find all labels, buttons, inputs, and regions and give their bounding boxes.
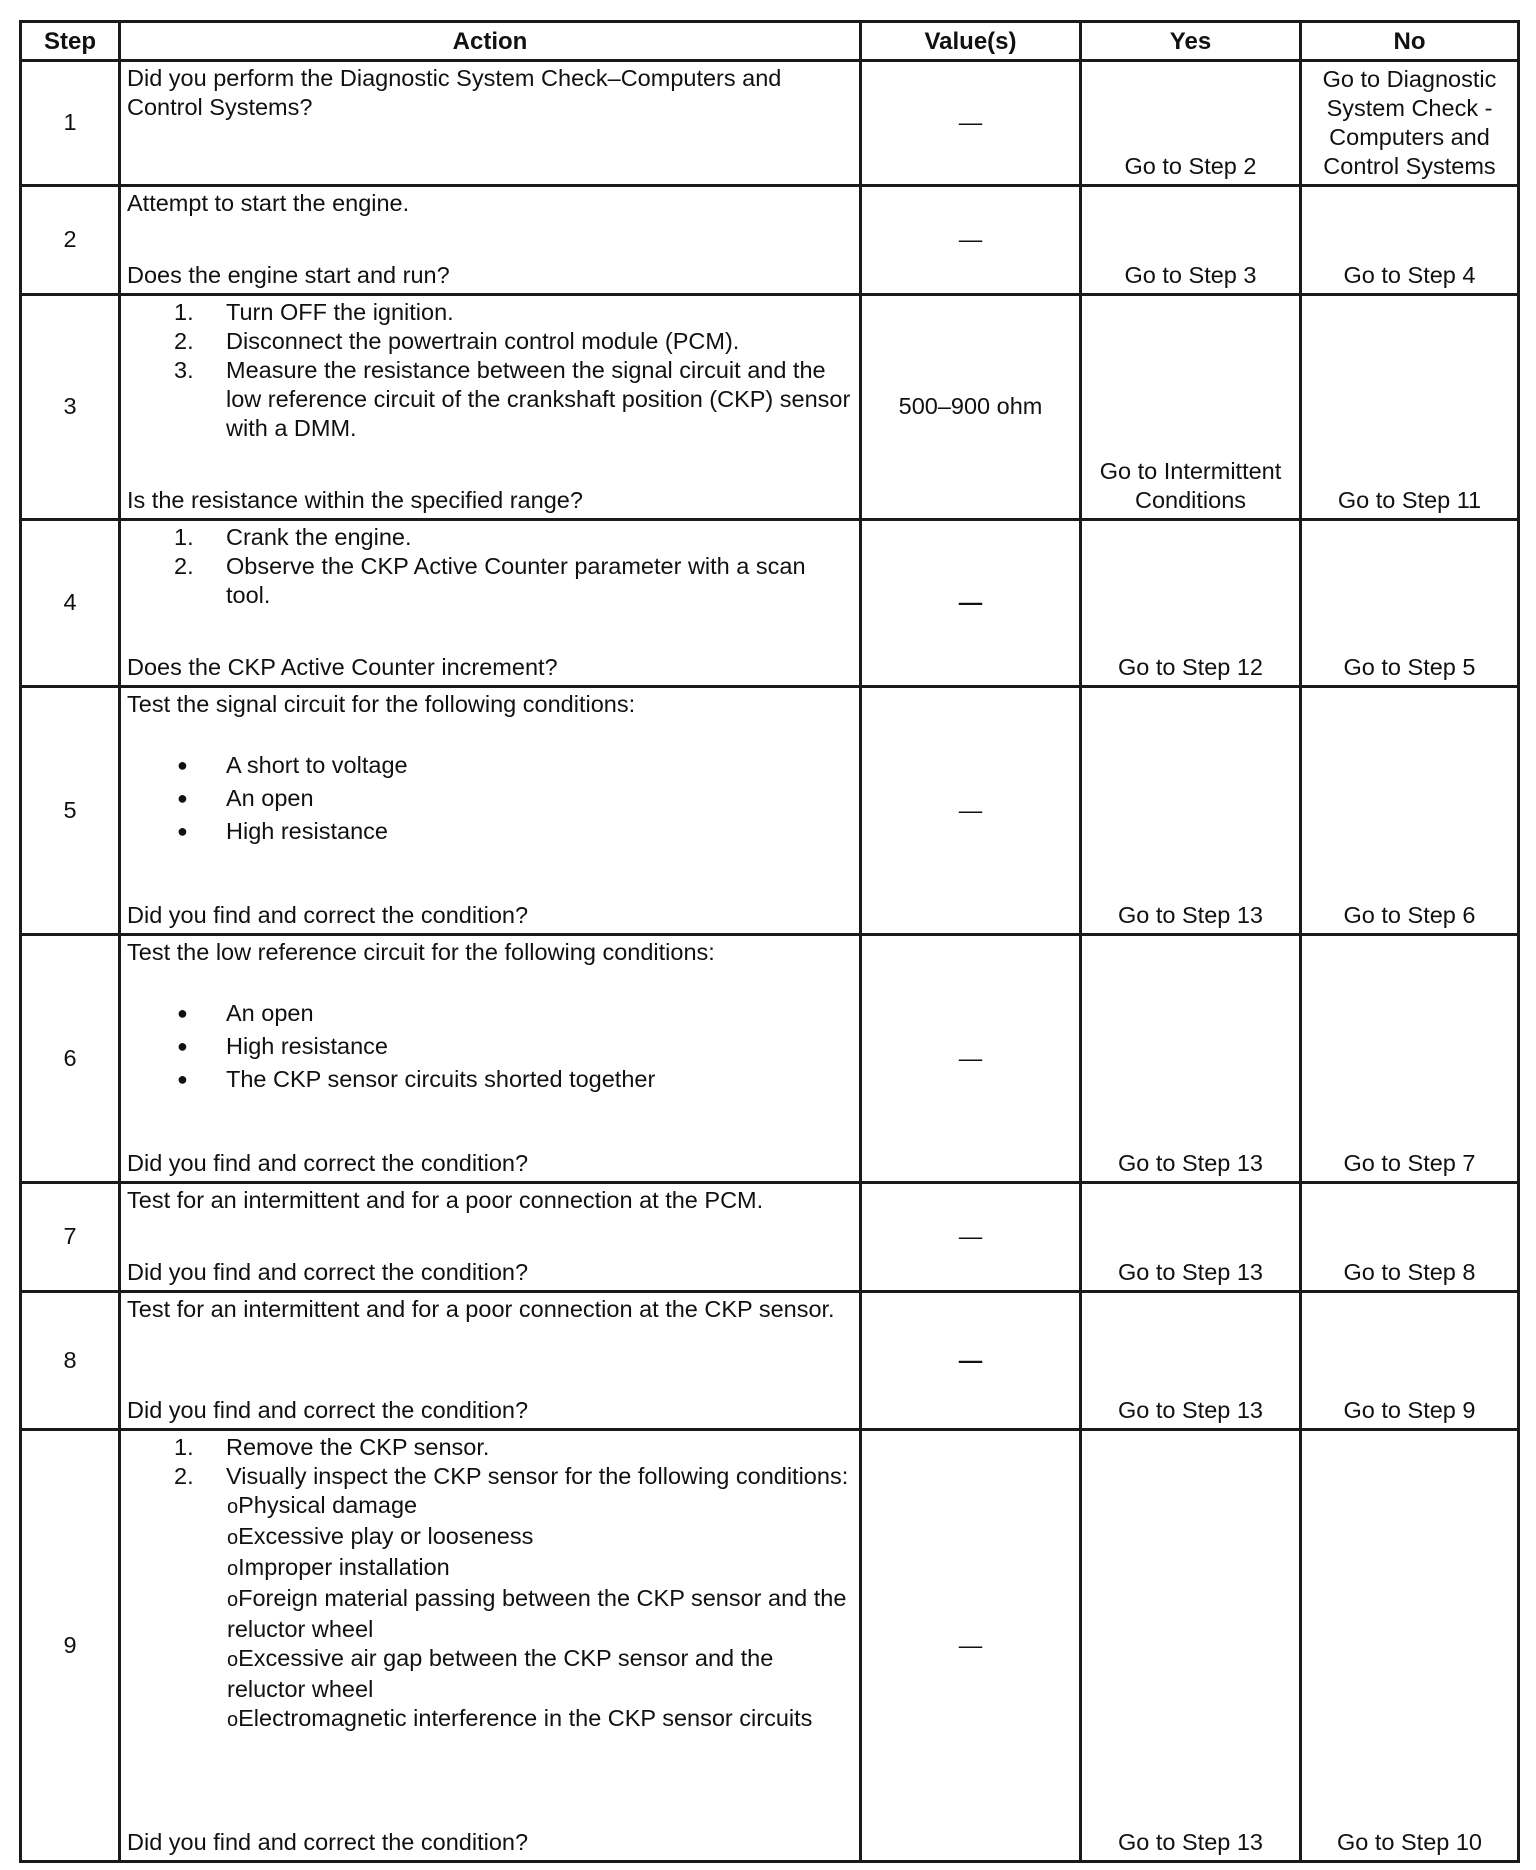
action-question: Does the engine start and run? bbox=[127, 262, 450, 288]
action-text: Did you perform the Diagnostic System Check–Computers and Control Systems? bbox=[127, 65, 782, 120]
no-cell: Go to Step 7 bbox=[1301, 935, 1519, 1183]
table-row bbox=[21, 295, 1519, 520]
sub-list-item: oExcessive air gap between the CKP sensor and the reluctor wheel bbox=[227, 1645, 774, 1702]
action-cell bbox=[120, 1430, 861, 1862]
yes-cell: Go to Step 13 bbox=[1081, 687, 1301, 935]
diagnostic-table-container bbox=[19, 20, 1517, 1862]
action-cell bbox=[120, 186, 861, 295]
list-item: ● High resistance bbox=[177, 818, 388, 844]
no-cell: Go to Step 8 bbox=[1301, 1183, 1519, 1292]
list-item: ● An open bbox=[177, 1000, 314, 1026]
step-number: 7 bbox=[21, 1183, 120, 1292]
yes-cell: Go to Intermittent Conditions bbox=[1081, 295, 1301, 520]
circle-bullet-icon: o bbox=[227, 1527, 239, 1549]
action-question: Did you find and correct the condition? bbox=[127, 1829, 529, 1855]
action-cell bbox=[120, 687, 861, 935]
sub-list-item: oElectromagnetic interference in the CKP sensor circuits bbox=[227, 1705, 813, 1731]
list-item: 2. Observe the CKP Active Counter parameter with a scan tool. bbox=[174, 553, 806, 608]
bullet-icon: ● bbox=[177, 788, 188, 808]
action-question: Did you find and correct the condition? bbox=[127, 1150, 529, 1176]
value-cell: 500–900 ohm bbox=[861, 295, 1081, 520]
bullet-icon: ● bbox=[177, 821, 188, 841]
no-cell: Go to Step 5 bbox=[1301, 520, 1519, 687]
yes-cell: Go to Step 13 bbox=[1081, 1430, 1301, 1862]
value-cell: — bbox=[861, 1183, 1081, 1292]
action-question: Did you find and correct the condition? bbox=[127, 1259, 529, 1285]
table-row bbox=[21, 1292, 1519, 1430]
action-cell bbox=[120, 295, 861, 520]
list-item: 1. Remove the CKP sensor. bbox=[174, 1434, 490, 1460]
step-number: 8 bbox=[21, 1292, 120, 1430]
value-cell: — bbox=[861, 186, 1081, 295]
numbered-list bbox=[127, 1433, 853, 1491]
step-number: 4 bbox=[21, 520, 120, 687]
diagnostic-table bbox=[19, 20, 1520, 1863]
value-cell: — bbox=[861, 520, 1081, 687]
list-item: 1. Crank the engine. bbox=[174, 524, 412, 550]
bullet-icon: ● bbox=[177, 755, 188, 775]
action-intro: Test the low reference circuit for the following conditions: bbox=[127, 939, 715, 965]
sub-list-item: oImproper installation bbox=[227, 1554, 450, 1580]
action-cell bbox=[120, 1292, 861, 1430]
sub-list-item: oForeign material passing between the CKP sensor and the reluctor wheel bbox=[227, 1585, 847, 1642]
no-cell: Go to Step 10 bbox=[1301, 1430, 1519, 1862]
step-number: 6 bbox=[21, 935, 120, 1183]
action-question: Is the resistance within the specified range? bbox=[127, 487, 583, 513]
sub-list-item: oExcessive play or looseness bbox=[227, 1523, 534, 1549]
yes-cell: Go to Step 13 bbox=[1081, 1183, 1301, 1292]
circle-bullet-icon: o bbox=[227, 1709, 239, 1731]
yes-cell: Go to Step 12 bbox=[1081, 520, 1301, 687]
bullet-list bbox=[127, 751, 853, 846]
action-intro: Test the signal circuit for the following conditions: bbox=[127, 691, 636, 717]
header-action: Action bbox=[120, 22, 861, 61]
list-item: ● High resistance bbox=[177, 1033, 388, 1059]
action-question: Did you find and correct the condition? bbox=[127, 1397, 529, 1423]
no-cell: Go to Step 6 bbox=[1301, 687, 1519, 935]
circle-bullet-icon: o bbox=[227, 1649, 239, 1671]
action-cell bbox=[120, 61, 861, 186]
step-number: 5 bbox=[21, 687, 120, 935]
table-row bbox=[21, 1183, 1519, 1292]
table-row bbox=[21, 1430, 1519, 1862]
value-cell: — bbox=[861, 687, 1081, 935]
value-cell: — bbox=[861, 1430, 1081, 1862]
step-number: 2 bbox=[21, 186, 120, 295]
table-row bbox=[21, 186, 1519, 295]
list-item: ● A short to voltage bbox=[177, 752, 408, 778]
step-number: 9 bbox=[21, 1430, 120, 1862]
step-number: 1 bbox=[21, 61, 120, 186]
numbered-list bbox=[127, 298, 853, 443]
yes-cell: Go to Step 2 bbox=[1081, 61, 1301, 186]
sub-list-item: oPhysical damage bbox=[227, 1492, 418, 1518]
table-row bbox=[21, 935, 1519, 1183]
header-value: Value(s) bbox=[861, 22, 1081, 61]
action-intro: Test for an intermittent and for a poor connection at the PCM. bbox=[127, 1187, 764, 1213]
header-yes: Yes bbox=[1081, 22, 1301, 61]
no-cell: Go to Step 9 bbox=[1301, 1292, 1519, 1430]
yes-cell: Go to Step 3 bbox=[1081, 186, 1301, 295]
list-item: 1. Turn OFF the ignition. bbox=[174, 299, 454, 325]
bullet-icon: ● bbox=[177, 1036, 188, 1056]
no-cell: Go to Diagnostic System Check - Computers and Control Systems bbox=[1301, 61, 1519, 186]
header-no: No bbox=[1301, 22, 1519, 61]
header-step: Step bbox=[21, 22, 120, 61]
circle-bullet-icon: o bbox=[227, 1558, 239, 1580]
sub-list bbox=[127, 1491, 853, 1735]
circle-bullet-icon: o bbox=[227, 1589, 239, 1611]
list-item: ● An open bbox=[177, 785, 314, 811]
action-cell bbox=[120, 935, 861, 1183]
circle-bullet-icon: o bbox=[227, 1496, 239, 1518]
action-question: Does the CKP Active Counter increment? bbox=[127, 654, 558, 680]
step-number: 3 bbox=[21, 295, 120, 520]
bullet-icon: ● bbox=[177, 1003, 188, 1023]
no-cell: Go to Step 4 bbox=[1301, 186, 1519, 295]
value-cell: — bbox=[861, 935, 1081, 1183]
action-intro: Attempt to start the engine. bbox=[127, 190, 410, 216]
list-item: 2. Visually inspect the CKP sensor for the following conditions: bbox=[174, 1463, 849, 1489]
yes-cell: Go to Step 13 bbox=[1081, 1292, 1301, 1430]
table-row bbox=[21, 520, 1519, 687]
bullet-icon: ● bbox=[177, 1069, 188, 1089]
action-cell bbox=[120, 520, 861, 687]
header-row bbox=[21, 22, 1519, 61]
no-cell: Go to Step 11 bbox=[1301, 295, 1519, 520]
action-question: Did you find and correct the condition? bbox=[127, 902, 529, 928]
list-item: 2. Disconnect the powertrain control module (PCM). bbox=[174, 328, 740, 354]
value-cell: — bbox=[861, 1292, 1081, 1430]
table-row bbox=[21, 687, 1519, 935]
action-cell bbox=[120, 1183, 861, 1292]
yes-cell: Go to Step 13 bbox=[1081, 935, 1301, 1183]
list-item: ● The CKP sensor circuits shorted together bbox=[177, 1066, 656, 1092]
bullet-list bbox=[127, 999, 853, 1094]
table-row bbox=[21, 61, 1519, 186]
list-item: 3. Measure the resistance between the signal circuit and the low reference circuit of the crankshaft position (CKP) sensor with a DMM. bbox=[174, 357, 851, 441]
value-cell: — bbox=[861, 61, 1081, 186]
numbered-list bbox=[127, 523, 853, 610]
action-intro: Test for an intermittent and for a poor connection at the CKP sensor. bbox=[127, 1296, 835, 1322]
